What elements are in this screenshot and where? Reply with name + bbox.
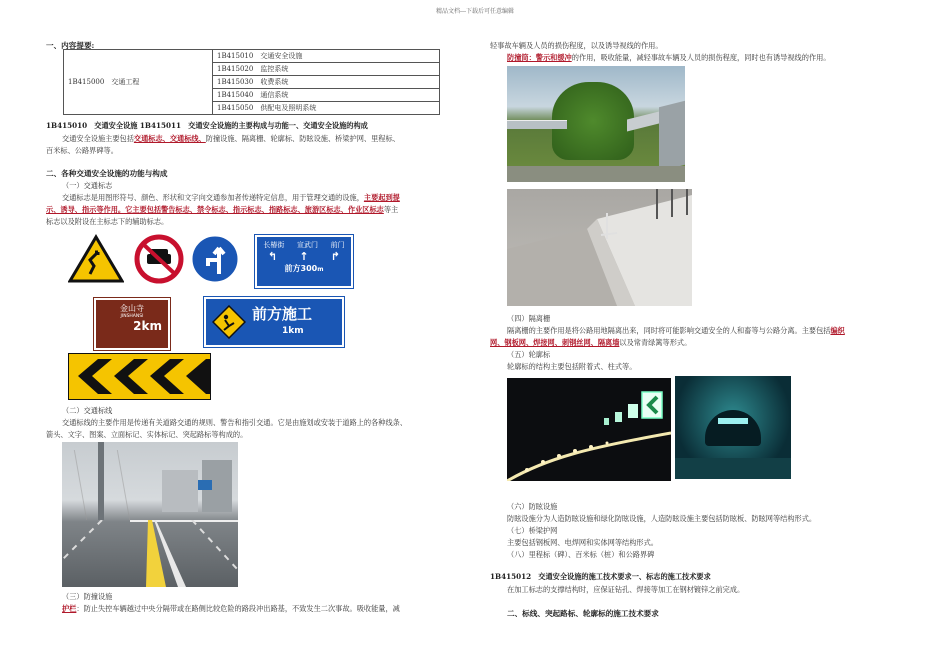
road-shoulder — [507, 166, 685, 182]
paragraph-composition — [62, 133, 400, 144]
highlight-text: 护栏 — [62, 604, 77, 613]
paragraph-crash-barrel — [507, 52, 830, 63]
paragraph-line — [46, 204, 398, 215]
guide-sign-top — [257, 240, 351, 250]
guide-arrows — [257, 250, 351, 263]
paragraph-guardrail — [62, 603, 400, 614]
building — [162, 470, 198, 512]
paragraph-line: 轻事故车辆及人员的损伤程度，以及诱导视线的作用。 — [490, 41, 663, 50]
subheading-fence: （四）隔离栅 — [507, 314, 551, 323]
subheading-bridge-net: （七）桥梁护网 — [507, 526, 558, 535]
no-vehicle-sign — [134, 234, 184, 284]
text: 交通标志是用图形符号、颜色、形状和文字向交通参加者传递特定信息，用于管理交通的设施， — [62, 193, 364, 202]
table-row: 1B415020 监控系统 — [213, 63, 440, 76]
guide-sign — [255, 235, 353, 288]
text: ：防止失控车辆越过中央分隔带或在路侧比较危险的路段冲出路基，不致发生二次事故。吸收能量，减 — [76, 604, 400, 613]
work-diamond-icon — [212, 305, 246, 339]
subheading-markings: （二）交通标线 — [62, 406, 113, 415]
highlight-text: 防撞筒：警示和缓冲 — [507, 53, 572, 62]
tourist-pinyin: JINSHANSI — [120, 314, 144, 319]
subheading-antiglare: （六）防眩设施 — [507, 502, 558, 511]
work-zone-sign — [204, 297, 344, 347]
distance-value: 前方300 — [284, 264, 318, 273]
highlight-text: 示、诱导、指示等作用。它主要包括警告标志、禁令标志、指示标志、指路标志、旅游区标志、作业区标志 — [46, 205, 384, 214]
bridge-cables — [74, 450, 130, 520]
content-table — [63, 49, 440, 115]
road-sign — [198, 480, 212, 490]
section-heading-1: 一、内容提要: — [46, 41, 95, 50]
paragraph-markings: 交通标线的主要作用是传递有关道路交通的规则、警告和指引交通。它是由施划或安装于道路上的各种线条、 — [62, 418, 408, 427]
tunnel-photo — [675, 376, 791, 479]
paragraph-signs — [62, 192, 400, 203]
tunnel-entrance — [705, 410, 761, 446]
table-row: 1B415040 通信系统 — [213, 89, 440, 102]
lane-markings — [62, 520, 238, 587]
tourist-name: 金山寺 — [120, 304, 144, 313]
arrow-right-icon: ↱ — [330, 250, 340, 263]
paragraph-line: 箭头、文字、图案、立面标记、实体标记、突起路标等构成的。 — [46, 430, 248, 439]
work-text: 前方施工 — [252, 305, 313, 323]
table-row: 1B415050 供配电及照明系统 — [213, 102, 440, 115]
delineator-night-photo — [507, 378, 671, 481]
paragraph-bridge-net: 主要包括钢板网、电焊网和实体网等结构形式。 — [507, 538, 658, 547]
subheading-crash: （三）防撞设施 — [62, 592, 113, 601]
distance-unit: m — [317, 266, 324, 273]
delineator-drawing — [507, 378, 671, 481]
text: 交通安全设施主要包括 — [62, 134, 134, 143]
section-heading-2: 二、各种交通安全设施的功能与构成 — [46, 169, 168, 178]
highlight-text: 交通标志、交通标线、 — [133, 134, 206, 143]
subheading-milestones: （八）里程标（碑）、百米标（桩）和公路界碑 — [507, 550, 655, 559]
work-distance: 1km — [282, 326, 304, 336]
paragraph-fence — [507, 325, 845, 336]
heading-1b415012: 1B415012 交通安全设施的施工技术要求一、标志的施工技术要求 — [490, 572, 711, 581]
guide-center: 宣武门 — [296, 241, 318, 249]
guardrail-beam — [507, 120, 567, 129]
table-main-cell: 1B415000 交通工程 — [64, 50, 213, 115]
guide-distance — [257, 263, 351, 274]
paragraph-antiglare: 防眩设施分为人造防眩设施和绿化防眩设施，人造防眩设施主要包括防眩板、防眩网等结构形式。 — [507, 514, 817, 523]
paragraph-sign-construction: 在加工标志的支撑结构时，应保证钻孔、焊接等加工在钢材镀锌之前完成。 — [507, 585, 745, 594]
table-row: 1B415030 收费系统 — [213, 76, 440, 89]
heading-1b415010: 1B415010 交通安全设施 1B415011 交通安全设施的主要构成与功能一、交通安全设施的构成 — [46, 121, 368, 130]
paragraph-line: 百米标、公路界碑等。 — [46, 146, 118, 155]
tunnel-light — [718, 418, 748, 424]
chevron-alignment-sign — [68, 353, 211, 400]
arrow-left-icon: ↰ — [268, 250, 278, 263]
barrier-wall-photo — [507, 189, 692, 306]
tourist-distance: 2km — [133, 319, 162, 333]
highlight-text: 网、钢板网、焊接网、刺钢丝网、隔离墙 — [490, 338, 620, 347]
text: 的作用，吸收能量，减轻事故车辆及人员的损伤程度，同时也有诱导视线的作用。 — [571, 53, 831, 62]
guardrail-photo — [507, 66, 685, 182]
highlight-text: 编织 — [830, 326, 845, 335]
subheading-delineator: （五）轮廓标 — [507, 350, 551, 359]
text: 防撞设施、隔离栅、轮廓标、防眩设施、桥梁护网、里程标、 — [205, 134, 400, 143]
tunnel-floor — [675, 458, 791, 479]
direction-sign — [190, 234, 240, 284]
text: 隔离栅的主要作用是将公路用地隔离出来，同时将可能影响交通安全的人和畜等与公路分离。主要包括 — [507, 326, 831, 335]
barrier-wall-drawing — [507, 189, 692, 306]
text: 以及常青绿篱等形式。 — [619, 338, 692, 347]
paragraph-line: 标志以及附设在主标志下的辅助标志。 — [46, 217, 169, 226]
paragraph-delineator: 轮廓标的结构主要包括附着式、柱式等。 — [507, 362, 637, 371]
guide-left: 长椿街 — [263, 241, 285, 249]
paragraph-line — [490, 337, 691, 348]
guardrail-post — [659, 101, 685, 171]
road-marking-photo — [62, 442, 238, 587]
page-header: 精品文档---下载后可任意编辑 — [435, 8, 515, 15]
arrow-up-icon: ↑ — [299, 250, 309, 263]
text: 等主 — [383, 205, 399, 214]
subheading-traffic-signs: （一）交通标志 — [62, 181, 113, 190]
guide-right: 前门 — [330, 241, 345, 249]
highlight-text: 主要起到提 — [363, 193, 400, 202]
table-row: 1B415010 交通安全设施 — [213, 50, 440, 63]
tourist-sign — [94, 298, 170, 350]
section-heading-3: 二、标线、突起路标、轮廓标的施工技术要求 — [507, 609, 659, 618]
warning-curve-sign — [68, 234, 124, 284]
